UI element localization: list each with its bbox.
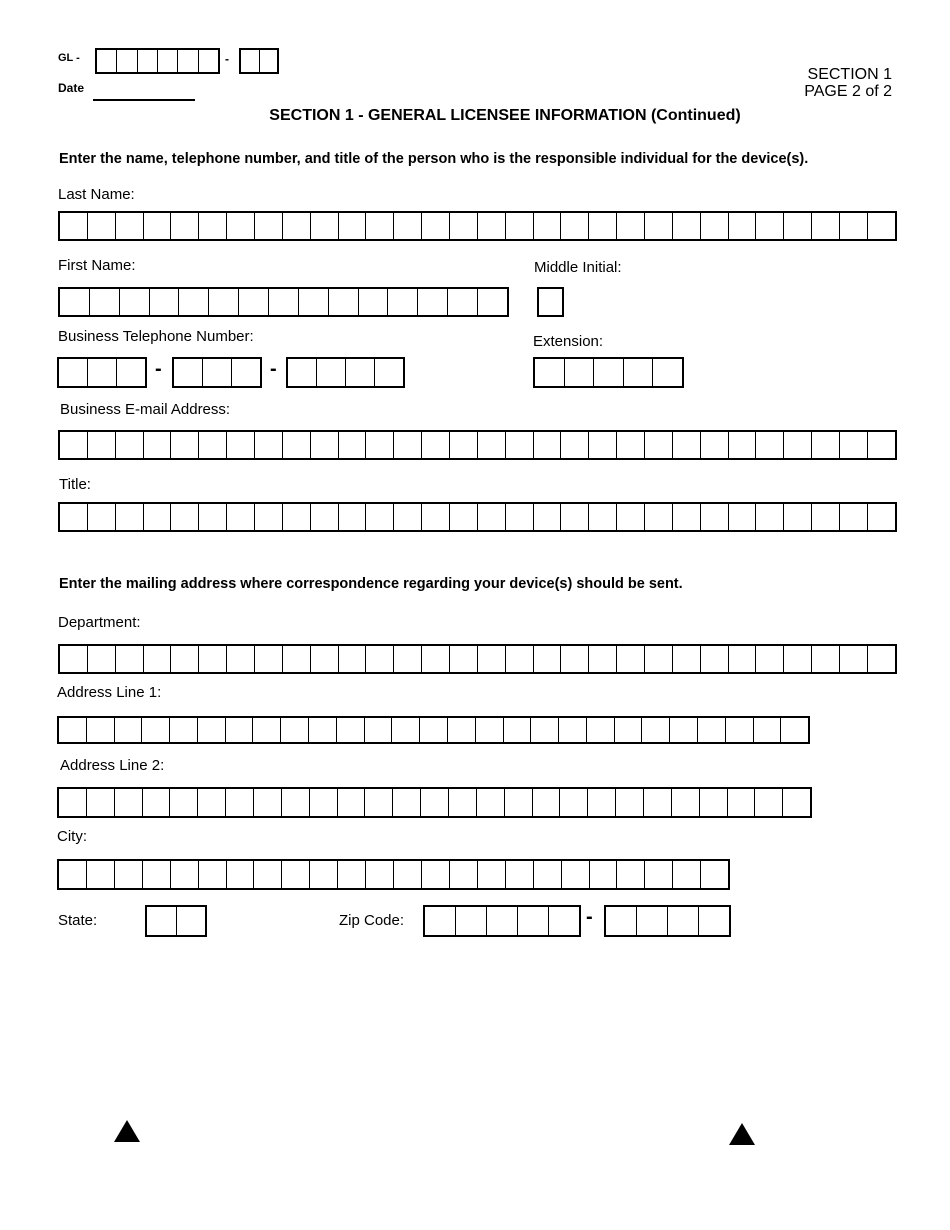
page-title: SECTION 1 - GENERAL LICENSEE INFORMATION (Continued) xyxy=(269,107,741,124)
character-box[interactable] xyxy=(868,504,895,530)
character-box[interactable] xyxy=(116,213,144,239)
character-box[interactable] xyxy=(418,289,448,315)
state-label: State: xyxy=(58,912,98,929)
last-name-label: Last Name: xyxy=(58,186,135,203)
character-box[interactable] xyxy=(144,432,172,458)
character-box[interactable] xyxy=(177,907,206,935)
address-line-1-label: Address Line 1: xyxy=(57,684,162,701)
character-box[interactable] xyxy=(561,213,589,239)
character-box[interactable] xyxy=(394,861,422,888)
character-box[interactable] xyxy=(269,289,299,315)
character-box[interactable] xyxy=(59,359,88,386)
character-box[interactable] xyxy=(539,289,562,315)
character-box[interactable] xyxy=(115,861,143,888)
character-box[interactable] xyxy=(784,213,812,239)
city-label: City: xyxy=(57,828,87,845)
character-box[interactable] xyxy=(87,789,115,816)
character-box[interactable] xyxy=(672,789,700,816)
character-box[interactable] xyxy=(337,718,365,742)
character-box[interactable] xyxy=(255,646,283,672)
character-box[interactable] xyxy=(506,213,534,239)
zip-code-label: Zip Code: xyxy=(339,912,405,929)
character-box[interactable] xyxy=(617,646,645,672)
character-box[interactable] xyxy=(116,646,144,672)
character-box[interactable] xyxy=(422,646,450,672)
character-box[interactable] xyxy=(565,359,595,386)
character-box[interactable] xyxy=(143,789,171,816)
character-box[interactable] xyxy=(88,213,116,239)
character-box[interactable] xyxy=(644,789,672,816)
character-box[interactable] xyxy=(729,432,757,458)
character-box[interactable] xyxy=(673,861,701,888)
character-box[interactable] xyxy=(60,646,88,672)
character-box[interactable] xyxy=(478,213,506,239)
character-box[interactable] xyxy=(117,50,137,72)
registration-triangle-right-icon xyxy=(729,1123,755,1145)
phone-dash-2: - xyxy=(270,358,277,380)
character-box[interactable] xyxy=(645,432,673,458)
character-box[interactable] xyxy=(594,359,624,386)
character-box[interactable] xyxy=(227,861,255,888)
extension-field[interactable] xyxy=(533,357,684,388)
character-box[interactable] xyxy=(478,504,506,530)
character-box[interactable] xyxy=(60,213,88,239)
character-box[interactable] xyxy=(144,213,172,239)
character-box[interactable] xyxy=(701,861,728,888)
character-box[interactable] xyxy=(450,432,478,458)
character-box[interactable] xyxy=(673,213,701,239)
character-box[interactable] xyxy=(560,789,588,816)
zip-dash: - xyxy=(586,906,593,928)
character-box[interactable] xyxy=(393,789,421,816)
character-box[interactable] xyxy=(670,718,698,742)
character-box[interactable] xyxy=(617,861,645,888)
character-box[interactable] xyxy=(283,504,311,530)
mailing-instruction: Enter the mailing address where correspondence regarding your device(s) should be sent. xyxy=(59,576,683,592)
character-box[interactable] xyxy=(868,432,895,458)
character-box[interactable] xyxy=(339,432,367,458)
character-box[interactable] xyxy=(171,213,199,239)
character-box[interactable] xyxy=(116,504,144,530)
character-box[interactable] xyxy=(60,432,88,458)
character-box[interactable] xyxy=(178,50,198,72)
character-box[interactable] xyxy=(617,213,645,239)
character-box[interactable] xyxy=(531,718,559,742)
character-box[interactable] xyxy=(549,907,579,935)
character-box[interactable] xyxy=(422,861,450,888)
character-box[interactable] xyxy=(534,504,562,530)
character-box[interactable] xyxy=(198,789,226,816)
character-box[interactable] xyxy=(288,359,317,386)
character-box[interactable] xyxy=(199,50,218,72)
address-line-2-field[interactable] xyxy=(57,787,812,818)
character-box[interactable] xyxy=(198,718,226,742)
gl-label: GL - xyxy=(58,52,80,64)
character-box[interactable] xyxy=(260,50,278,72)
date-label: Date xyxy=(58,81,85,95)
character-box[interactable] xyxy=(450,504,478,530)
character-box[interactable] xyxy=(840,432,868,458)
character-box[interactable] xyxy=(506,504,534,530)
character-box[interactable] xyxy=(561,646,589,672)
character-box[interactable] xyxy=(283,432,311,458)
character-box[interactable] xyxy=(282,789,310,816)
character-box[interactable] xyxy=(673,432,701,458)
character-box[interactable] xyxy=(299,289,329,315)
character-box[interactable] xyxy=(590,861,618,888)
character-box[interactable] xyxy=(476,718,504,742)
character-box[interactable] xyxy=(88,504,116,530)
extension-label: Extension: xyxy=(533,333,604,350)
character-box[interactable] xyxy=(90,289,120,315)
character-box[interactable] xyxy=(754,718,782,742)
character-box[interactable] xyxy=(283,646,311,672)
character-box[interactable] xyxy=(840,646,868,672)
character-box[interactable] xyxy=(518,907,549,935)
character-box[interactable] xyxy=(624,359,654,386)
character-box[interactable] xyxy=(310,789,338,816)
character-box[interactable] xyxy=(728,789,756,816)
character-box[interactable] xyxy=(781,718,808,742)
character-box[interactable] xyxy=(615,718,643,742)
character-box[interactable] xyxy=(120,289,150,315)
character-box[interactable] xyxy=(616,789,644,816)
character-box[interactable] xyxy=(311,432,339,458)
character-box[interactable] xyxy=(241,50,260,72)
gl-suffix-field[interactable] xyxy=(239,48,279,74)
title-field[interactable] xyxy=(58,502,897,532)
character-box[interactable] xyxy=(171,504,199,530)
character-box[interactable] xyxy=(88,432,116,458)
character-box[interactable] xyxy=(645,213,673,239)
responsible-instruction: Enter the name, telephone number, and title of the person who is the responsible individual for the device(s). xyxy=(59,151,809,167)
character-box[interactable] xyxy=(311,213,339,239)
character-box[interactable] xyxy=(506,432,534,458)
address-line-2-label: Address Line 2: xyxy=(60,757,165,774)
character-box[interactable] xyxy=(339,213,367,239)
character-box[interactable] xyxy=(700,789,728,816)
character-box[interactable] xyxy=(701,432,729,458)
character-box[interactable] xyxy=(729,213,757,239)
character-box[interactable] xyxy=(227,432,255,458)
character-box[interactable] xyxy=(421,789,449,816)
character-box[interactable] xyxy=(226,789,254,816)
character-box[interactable] xyxy=(450,213,478,239)
email-label: Business E-mail Address: xyxy=(60,401,231,418)
character-box[interactable] xyxy=(448,718,476,742)
character-box[interactable] xyxy=(254,789,282,816)
character-box[interactable] xyxy=(346,359,375,386)
character-box[interactable] xyxy=(232,359,260,386)
character-box[interactable] xyxy=(668,907,699,935)
character-box[interactable] xyxy=(783,789,810,816)
character-box[interactable] xyxy=(784,504,812,530)
character-box[interactable] xyxy=(478,432,506,458)
section-label: SECTION 1 xyxy=(807,66,892,83)
character-box[interactable] xyxy=(588,789,616,816)
character-box[interactable] xyxy=(203,359,232,386)
character-box[interactable] xyxy=(701,213,729,239)
character-box[interactable] xyxy=(645,504,673,530)
character-box[interactable] xyxy=(535,359,565,386)
character-box[interactable] xyxy=(88,646,116,672)
character-box[interactable] xyxy=(227,504,255,530)
character-box[interactable] xyxy=(606,907,637,935)
character-box[interactable] xyxy=(199,504,227,530)
title-label: Title: xyxy=(59,476,91,493)
character-box[interactable] xyxy=(310,861,338,888)
character-box[interactable] xyxy=(534,213,562,239)
character-box[interactable] xyxy=(88,359,117,386)
department-field[interactable] xyxy=(58,644,897,674)
middle-initial-field[interactable] xyxy=(537,287,564,317)
character-box[interactable] xyxy=(699,907,729,935)
character-box[interactable] xyxy=(673,646,701,672)
character-box[interactable] xyxy=(701,646,729,672)
character-box[interactable] xyxy=(534,861,562,888)
character-box[interactable] xyxy=(617,504,645,530)
character-box[interactable] xyxy=(59,718,87,742)
character-box[interactable] xyxy=(60,504,88,530)
character-box[interactable] xyxy=(87,861,115,888)
character-box[interactable] xyxy=(812,213,840,239)
character-box[interactable] xyxy=(701,504,729,530)
character-box[interactable] xyxy=(394,504,422,530)
character-box[interactable] xyxy=(239,289,269,315)
character-box[interactable] xyxy=(170,789,198,816)
registration-triangle-left-icon xyxy=(114,1120,140,1142)
city-field[interactable] xyxy=(57,859,730,890)
character-box[interactable] xyxy=(422,504,450,530)
character-box[interactable] xyxy=(311,646,339,672)
character-box[interactable] xyxy=(143,861,171,888)
character-box[interactable] xyxy=(589,504,617,530)
character-box[interactable] xyxy=(653,359,682,386)
character-box[interactable] xyxy=(227,646,255,672)
character-box[interactable] xyxy=(171,646,199,672)
character-box[interactable] xyxy=(729,504,757,530)
character-box[interactable] xyxy=(394,213,422,239)
character-box[interactable] xyxy=(534,432,562,458)
character-box[interactable] xyxy=(309,718,337,742)
character-box[interactable] xyxy=(756,504,784,530)
character-box[interactable] xyxy=(478,289,507,315)
character-box[interactable] xyxy=(170,718,198,742)
character-box[interactable] xyxy=(199,213,227,239)
character-box[interactable] xyxy=(87,718,115,742)
character-box[interactable] xyxy=(254,861,282,888)
character-box[interactable] xyxy=(366,646,394,672)
character-box[interactable] xyxy=(199,861,227,888)
character-box[interactable] xyxy=(448,289,478,315)
character-box[interactable] xyxy=(138,50,158,72)
character-box[interactable] xyxy=(388,289,418,315)
character-box[interactable] xyxy=(422,213,450,239)
phone-area-code-field[interactable] xyxy=(57,357,147,388)
character-box[interactable] xyxy=(422,432,450,458)
character-box[interactable] xyxy=(562,861,590,888)
character-box[interactable] xyxy=(487,907,518,935)
character-box[interactable] xyxy=(171,432,199,458)
character-box[interactable] xyxy=(561,432,589,458)
first-name-label: First Name: xyxy=(58,257,136,274)
character-box[interactable] xyxy=(450,646,478,672)
character-box[interactable] xyxy=(756,432,784,458)
character-box[interactable] xyxy=(478,646,506,672)
character-box[interactable] xyxy=(255,213,283,239)
character-box[interactable] xyxy=(366,213,394,239)
character-box[interactable] xyxy=(506,861,534,888)
character-box[interactable] xyxy=(868,213,895,239)
character-box[interactable] xyxy=(116,432,144,458)
character-box[interactable] xyxy=(339,504,367,530)
character-box[interactable] xyxy=(366,504,394,530)
character-box[interactable] xyxy=(812,432,840,458)
character-box[interactable] xyxy=(255,432,283,458)
character-box[interactable] xyxy=(784,432,812,458)
address-line-1-field[interactable] xyxy=(57,716,810,744)
character-box[interactable] xyxy=(199,646,227,672)
last-name-field[interactable] xyxy=(58,211,897,241)
character-box[interactable] xyxy=(756,646,784,672)
character-box[interactable] xyxy=(311,504,339,530)
character-box[interactable] xyxy=(506,646,534,672)
character-box[interactable] xyxy=(617,432,645,458)
character-box[interactable] xyxy=(144,646,172,672)
character-box[interactable] xyxy=(366,432,394,458)
character-box[interactable] xyxy=(394,646,422,672)
character-box[interactable] xyxy=(673,504,701,530)
phone-dash-1: - xyxy=(155,358,162,380)
first-name-field[interactable] xyxy=(58,287,509,317)
character-box[interactable] xyxy=(144,504,172,530)
character-box[interactable] xyxy=(420,718,448,742)
character-box[interactable] xyxy=(115,718,143,742)
character-box[interactable] xyxy=(456,907,487,935)
date-line-field[interactable] xyxy=(93,99,195,101)
character-box[interactable] xyxy=(642,718,670,742)
character-box[interactable] xyxy=(559,718,587,742)
state-field[interactable] xyxy=(145,905,207,937)
character-box[interactable] xyxy=(59,861,87,888)
character-box[interactable] xyxy=(812,504,840,530)
department-label: Department: xyxy=(58,614,141,631)
character-box[interactable] xyxy=(147,907,177,935)
character-box[interactable] xyxy=(478,861,506,888)
page-label: PAGE 2 of 2 xyxy=(804,83,892,100)
character-box[interactable] xyxy=(375,359,403,386)
character-box[interactable] xyxy=(589,432,617,458)
character-box[interactable] xyxy=(587,718,615,742)
character-box[interactable] xyxy=(645,861,673,888)
character-box[interactable] xyxy=(812,646,840,672)
character-box[interactable] xyxy=(589,213,617,239)
character-box[interactable] xyxy=(868,646,895,672)
character-box[interactable] xyxy=(392,718,420,742)
gl-dash: - xyxy=(225,52,229,66)
character-box[interactable] xyxy=(227,213,255,239)
zip-code-field[interactable] xyxy=(423,905,581,937)
character-box[interactable] xyxy=(365,789,393,816)
character-box[interactable] xyxy=(533,789,561,816)
character-box[interactable] xyxy=(142,718,170,742)
character-box[interactable] xyxy=(338,789,366,816)
character-box[interactable] xyxy=(117,359,145,386)
character-box[interactable] xyxy=(329,289,359,315)
character-box[interactable] xyxy=(589,646,617,672)
character-box[interactable] xyxy=(281,718,309,742)
character-box[interactable] xyxy=(366,861,394,888)
character-box[interactable] xyxy=(317,359,346,386)
character-box[interactable] xyxy=(698,718,726,742)
character-box[interactable] xyxy=(637,907,668,935)
character-box[interactable] xyxy=(150,289,180,315)
character-box[interactable] xyxy=(394,432,422,458)
character-box[interactable] xyxy=(505,789,533,816)
character-box[interactable] xyxy=(179,289,209,315)
character-box[interactable] xyxy=(840,504,868,530)
character-box[interactable] xyxy=(504,718,532,742)
character-box[interactable] xyxy=(171,861,199,888)
character-box[interactable] xyxy=(449,789,477,816)
character-box[interactable] xyxy=(60,289,90,315)
character-box[interactable] xyxy=(174,359,203,386)
phone-line-field[interactable] xyxy=(286,357,405,388)
character-box[interactable] xyxy=(365,718,393,742)
character-box[interactable] xyxy=(645,646,673,672)
character-box[interactable] xyxy=(534,646,562,672)
character-box[interactable] xyxy=(339,646,367,672)
character-box[interactable] xyxy=(209,289,239,315)
character-box[interactable] xyxy=(282,861,310,888)
phone-label: Business Telephone Number: xyxy=(58,328,254,345)
phone-prefix-field[interactable] xyxy=(172,357,262,388)
gl-number-field[interactable] xyxy=(95,48,220,74)
middle-initial-label: Middle Initial: xyxy=(534,259,622,276)
character-box[interactable] xyxy=(59,789,87,816)
character-box[interactable] xyxy=(726,718,754,742)
character-box[interactable] xyxy=(283,213,311,239)
character-box[interactable] xyxy=(226,718,254,742)
character-box[interactable] xyxy=(756,213,784,239)
character-box[interactable] xyxy=(97,50,117,72)
zip-extension-field[interactable] xyxy=(604,905,731,937)
character-box[interactable] xyxy=(784,646,812,672)
character-box[interactable] xyxy=(477,789,505,816)
character-box[interactable] xyxy=(729,646,757,672)
character-box[interactable] xyxy=(450,861,478,888)
character-box[interactable] xyxy=(255,504,283,530)
character-box[interactable] xyxy=(425,907,456,935)
character-box[interactable] xyxy=(561,504,589,530)
character-box[interactable] xyxy=(253,718,281,742)
character-box[interactable] xyxy=(338,861,366,888)
email-field[interactable] xyxy=(58,430,897,460)
character-box[interactable] xyxy=(158,50,178,72)
character-box[interactable] xyxy=(115,789,143,816)
character-box[interactable] xyxy=(840,213,868,239)
character-box[interactable] xyxy=(359,289,389,315)
character-box[interactable] xyxy=(199,432,227,458)
character-box[interactable] xyxy=(755,789,783,816)
